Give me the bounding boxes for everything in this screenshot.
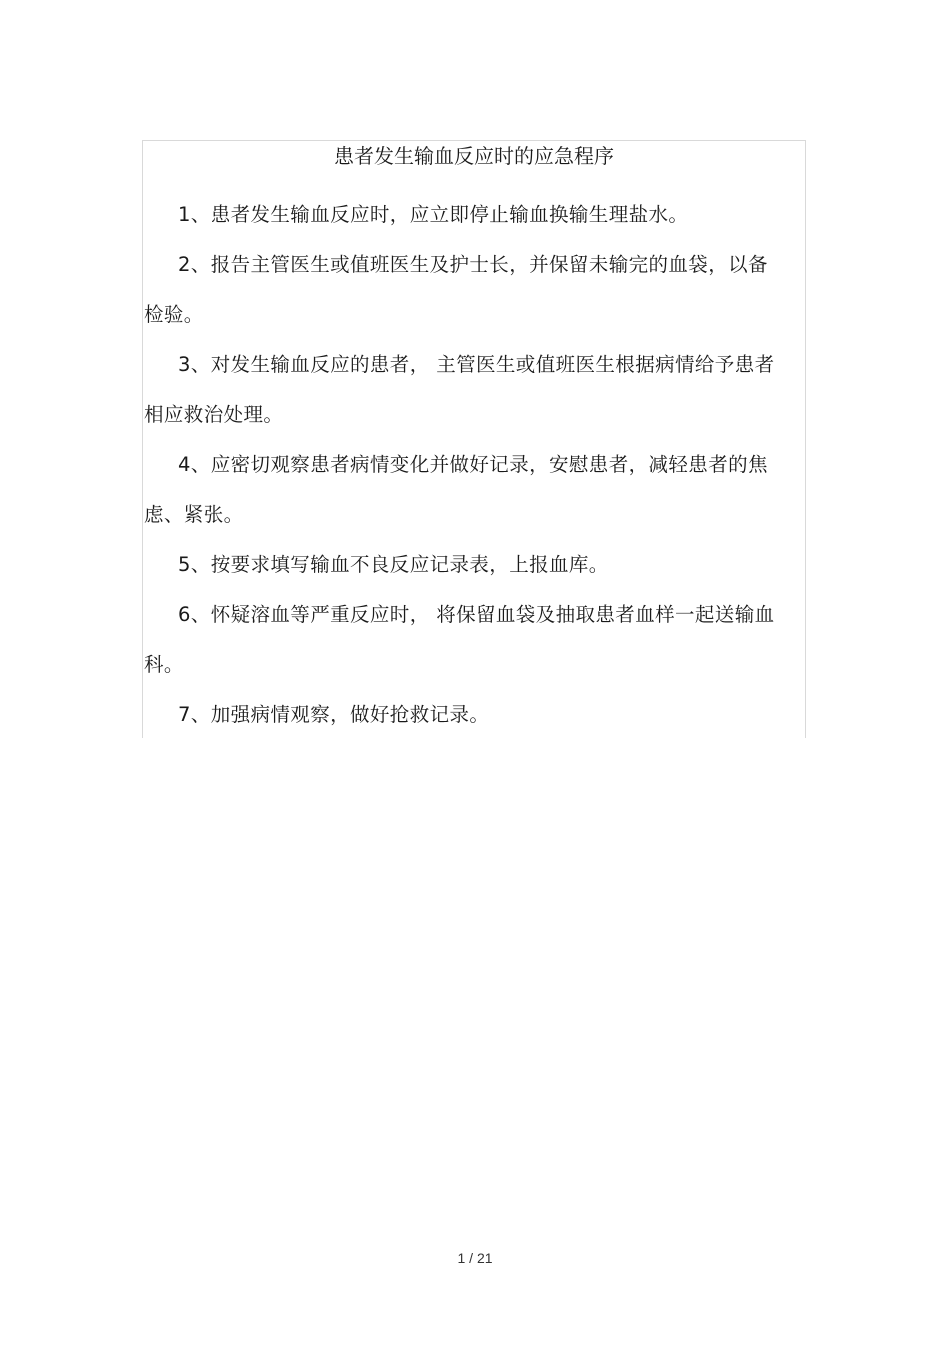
procedure-step-6: 6、怀疑溶血等严重反应时， 将保留血袋及抽取患者血样一起送输血科。	[144, 603, 775, 676]
procedure-step-7: 7、加强病情观察，做好抢救记录。	[178, 703, 490, 726]
document-title: 患者发生输血反应时的应急程序	[334, 144, 614, 168]
procedure-steps	[144, 190, 784, 740]
procedure-step-2: 2、报告主管医生或值班医生及护士长，并保留未输完的血袋，以备检验。	[144, 253, 768, 326]
page-number: 1 / 21	[457, 1250, 493, 1266]
procedure-step-1: 1、患者发生输血反应时，应立即停止输血换输生理盐水。	[178, 203, 689, 226]
procedure-step-3: 3、对发生输血反应的患者， 主管医生或值班医生根据病情给予患者相应救治处理。	[144, 353, 775, 426]
procedure-step-4: 4、应密切观察患者病情变化并做好记录，安慰患者，减轻患者的焦虑、紧张。	[144, 453, 768, 526]
procedure-step-5: 5、按要求填写输血不良反应记录表，上报血库。	[178, 553, 609, 576]
